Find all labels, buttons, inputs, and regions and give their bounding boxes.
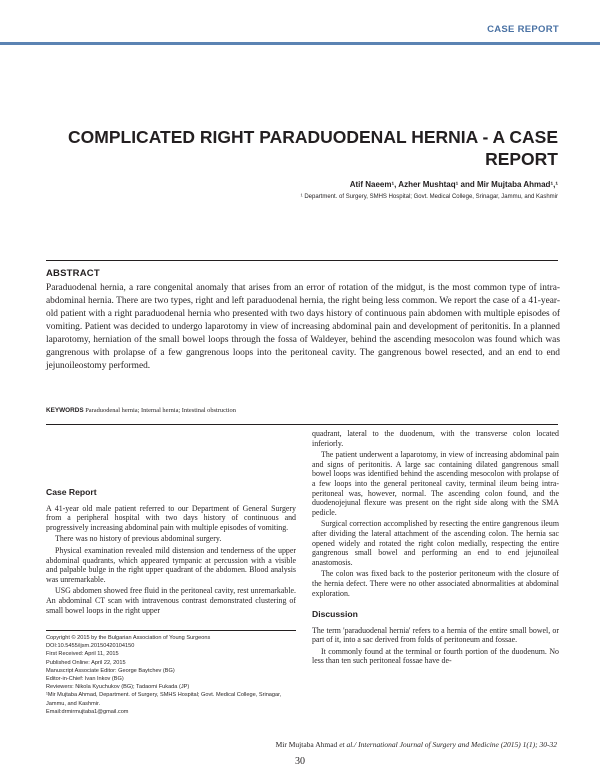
- paragraph: The term 'paraduodenal hernia' refers to a hernia of the entire small bowel, or part of it, into a sac derived from folds of peritoneum and fossae.: [312, 625, 559, 645]
- footnote-line: Manuscript Associate Editor: George Baytchev (BG): [46, 667, 175, 674]
- paragraph: The patient underwent a laparotomy, in view of increasing abdominal pain and signs of peritonitis. A large sac containing dilated gangrenous small bowel loops was identified behind the ascending mesocolon with prolapse of a few loops into the general peritoneal cavity, terminal ileum being intra-peritoneal was, however, normal. The ascending colon found, and the duodenojejunal flexure was present on the right side along with the SMA pedicle.: [312, 450, 559, 517]
- abstract-bottom-rule: [46, 424, 558, 425]
- right-column: [312, 429, 559, 668]
- paragraph: USG abdomen showed free fluid in the peritoneal cavity, rest unremarkable. An abdominal CT scan with intravenous contrast demonstrated clustering of small bowel loops in the right upper: [46, 586, 296, 615]
- paragraph: A 41-year old male patient referred to our Department of General Surgery from a peripheral hospital with two days history of continuous and progressively increasing abdominal pain with multiple episodes of vomiting.: [46, 503, 296, 532]
- author-list: Atif Naeem¹, Azher Mushtaq¹ and Mir Mujtaba Ahmad¹,¹: [349, 180, 558, 189]
- header-rule: [0, 42, 600, 45]
- keywords-line: [46, 407, 236, 414]
- left-column: [46, 488, 296, 617]
- footnote-line: Published Online: April 22, 2015: [46, 659, 126, 666]
- paragraph: The colon was fixed back to the posterior peritoneum with the closure of the hernia defect. There were no other associated abnormalities at abdominal exploration.: [312, 569, 559, 598]
- footer-citation: [276, 740, 557, 749]
- paragraph: Surgical correction accomplished by resecting the entire gangrenous ileum after dividing the lateral attachment of the ascending colon. The hernia sac opened widely and rotated the right colon medially, respecting the entire gangrenous small bowel and performing an end to end jejunoileal anastomosis.: [312, 519, 559, 567]
- abstract-heading: ABSTRACT: [46, 268, 100, 279]
- keywords-text: Paraduodenal hernia; Internal hernia; Intestinal obstruction: [85, 407, 236, 414]
- footnotes: [46, 634, 298, 716]
- footnote-line: Editor-in-Chief: Ivan Inkov (BG): [46, 676, 124, 683]
- section-label: CASE REPORT: [487, 24, 559, 35]
- footnote-line: Email:drmirmujtaba1@gmail.com: [46, 708, 129, 715]
- keywords-label: KEYWORDS: [46, 407, 84, 414]
- paragraph: It commonly found at the terminal or fourth portion of the duodenum. No less than ten such peritoneal fossae have de-: [312, 646, 559, 666]
- footnote-line: Reviewers: Nikola Kyuchukov (BG); Tadaomi Fukada (JP): [46, 684, 190, 691]
- footnote-rule: [46, 630, 296, 631]
- author-affiliation: ¹ Department. of Surgery, SMHS Hospital; Govt. Medical College, Srinagar, Jammu, and Kashmir: [300, 194, 558, 200]
- footnote-line: First Received: April 11, 2015: [46, 651, 119, 658]
- footnote-line: Copyright © 2015 by the Bulgarian Association of Young Surgeons: [46, 635, 211, 641]
- case-report-heading: Case Report: [46, 487, 97, 497]
- discussion-heading: Discussion: [312, 609, 358, 620]
- page-number: 30: [295, 756, 305, 767]
- paragraph: Physical examination revealed mild distension and tenderness of the upper abdominal quadrants, which appeared tympanic at percussion with a visible and palpable bulge in the right upper quadrant of the abdomen. Blood analysis was unremarkable.: [46, 545, 296, 584]
- footnote-line: ¹Mir Mujtaba Ahmad, Department. of Surgery, SMHS Hospital; Govt. Medical College, Srinagar, Jammu, and Kashmir.: [46, 692, 282, 707]
- footer-journal: et al./ International Journal of Surgery and Medicine (2015) 1(1); 30-32: [339, 740, 557, 749]
- article-title: COMPLICATED RIGHT PARADUODENAL HERNIA - A CASE REPORT: [68, 127, 558, 169]
- abstract-text: Paraduodenal hernia, a rare congenital anomaly that arises from an error of rotation of the midgut, is the most common type of intra-abdominal hernia. There are two types, right and left paraduodenal hernia, the right being less common. We report the case of a 41-year-old patient with a right paraduodenal hernia who presented with two days history of continuous pain abdomen with multiple episodes of vomiting. Patient was decided to undergo laparotomy in view of increasing abdominal pain and development of peritonitis. In a planned laparotomy, herniation of the small bowel loops through the fossa of Waldeyer, behind the ascending mesocolon was found which was gangrenous with prolapse of a few gangrenous loops into the peritoneal cavity. The gangrenous bowel resected, and an end to end jejunoileostomy performed.: [46, 283, 560, 371]
- footnote-line: DOI:10.5455/ijsm.20150420104150: [46, 643, 135, 650]
- paragraph: There was no history of previous abdominal surgery.: [55, 534, 222, 544]
- paragraph: quadrant, lateral to the duodenum, with the transverse colon located inferiorly.: [312, 429, 559, 448]
- abstract-top-rule: [46, 260, 558, 261]
- footer-author: Mir Mujtaba Ahmad: [275, 740, 338, 749]
